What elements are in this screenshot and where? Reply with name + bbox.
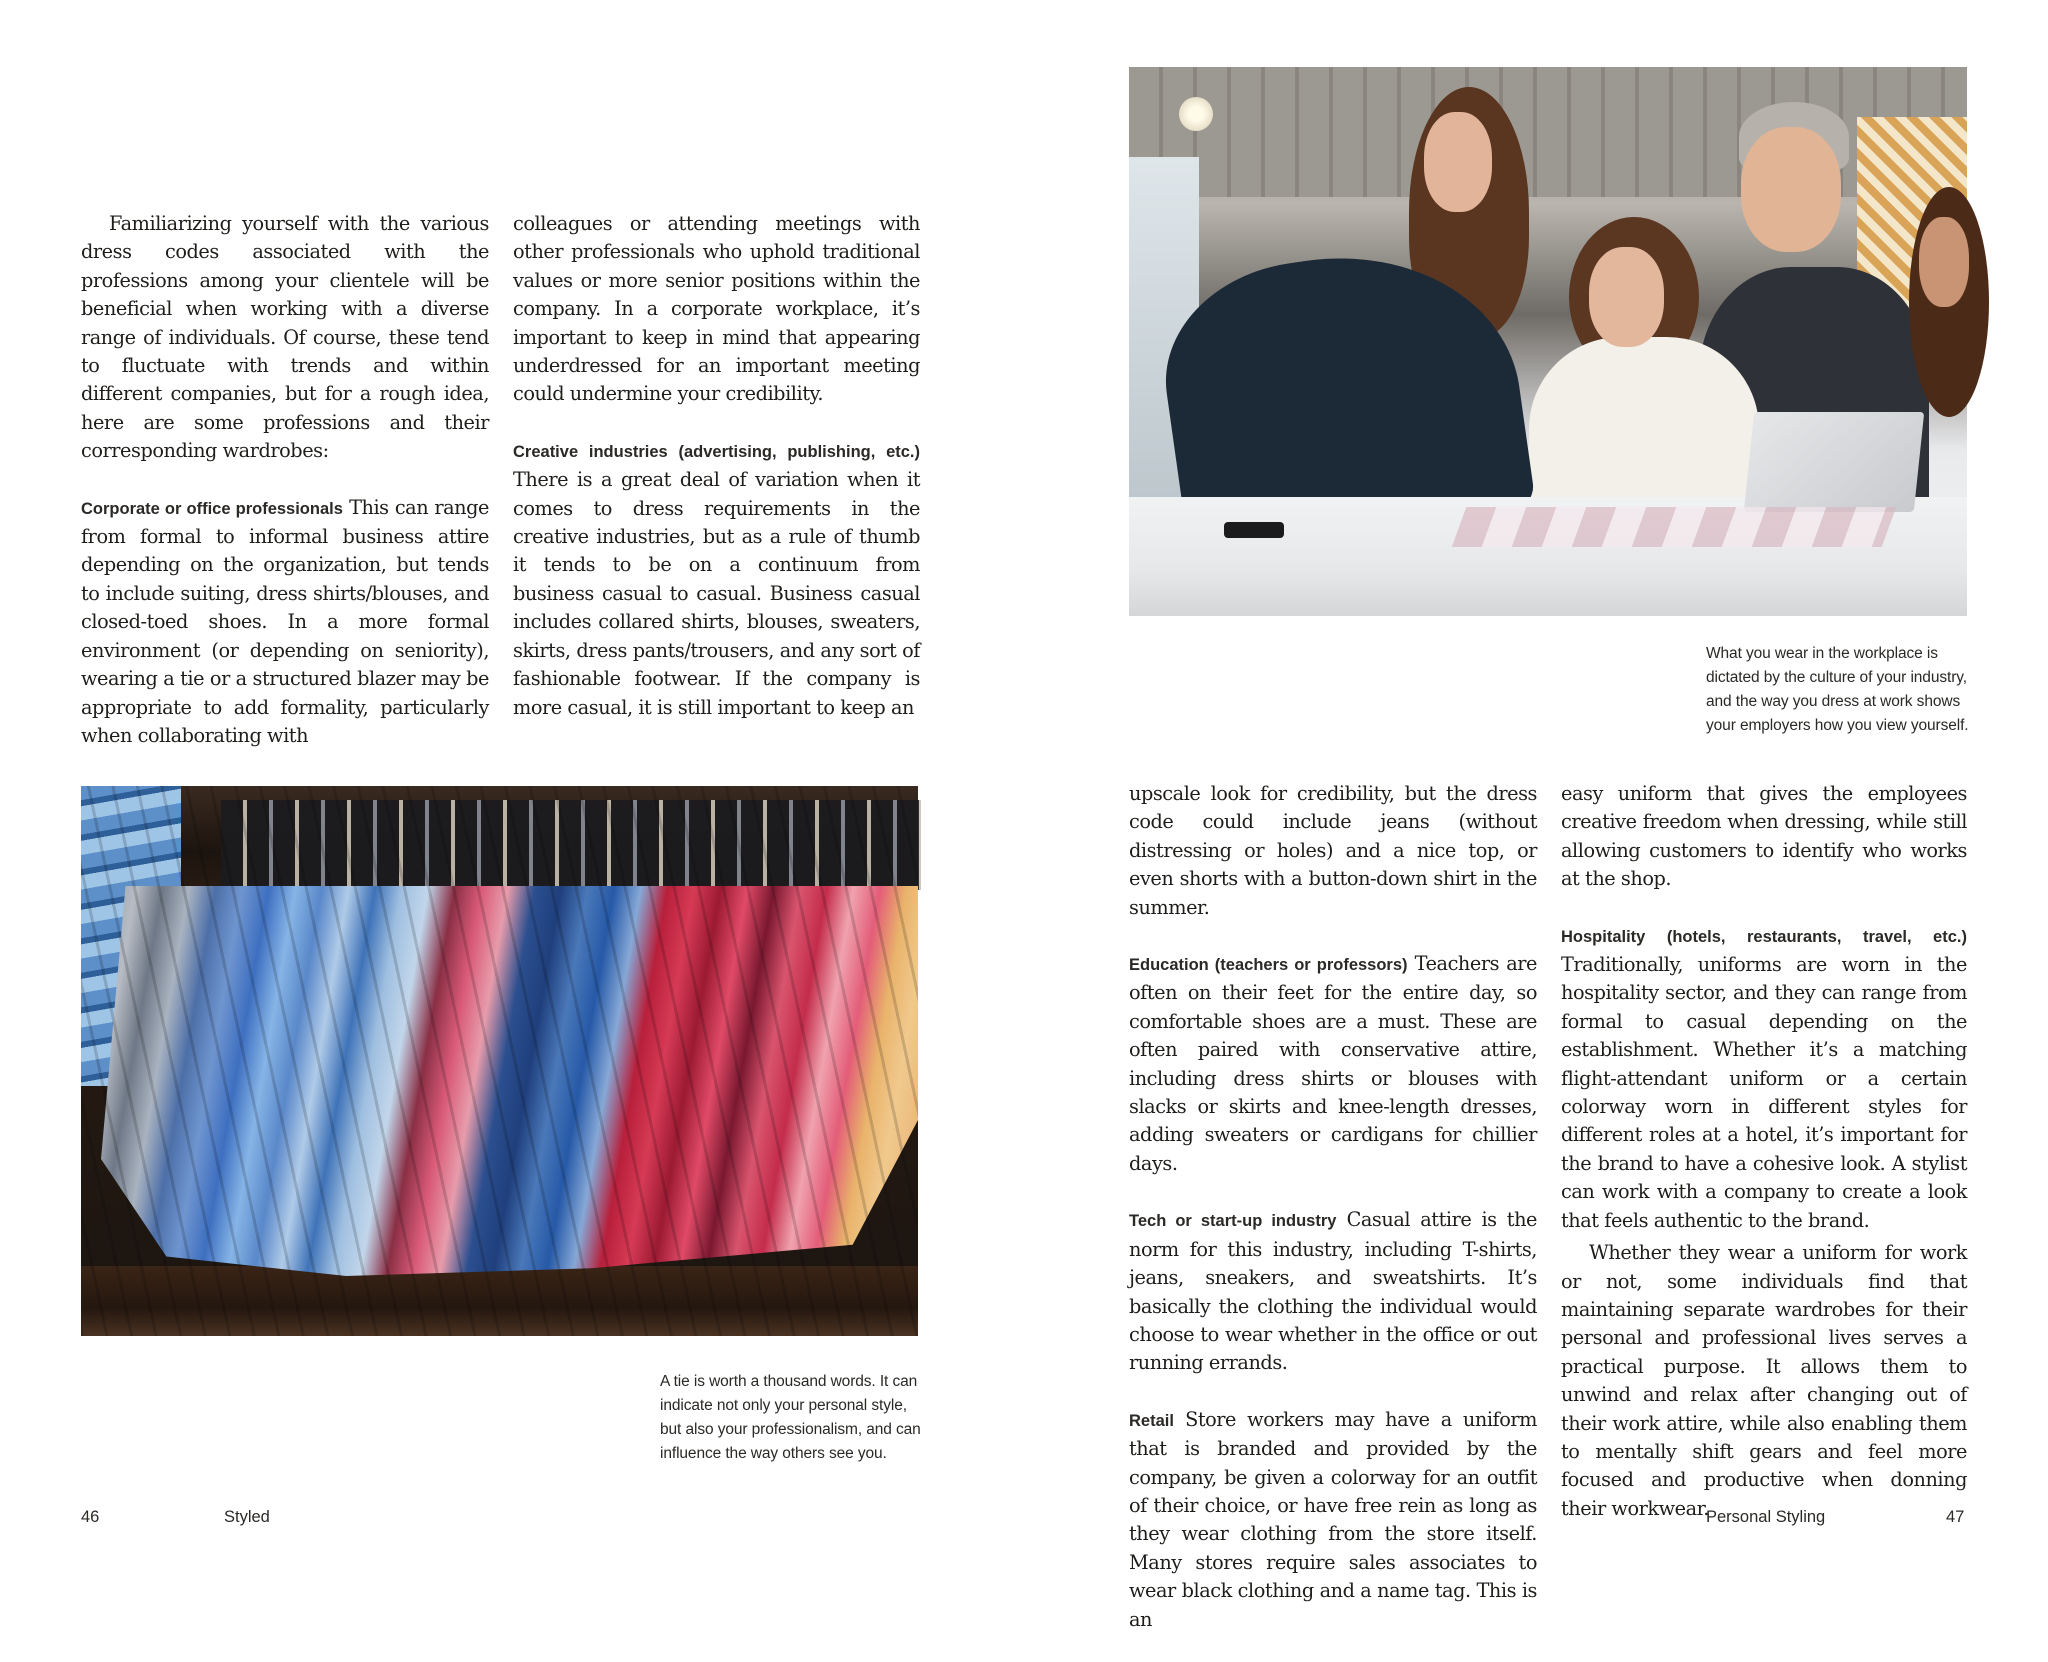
corporate-continued: colleagues or attending meetings with other professionals who uphold traditional values or more senior positions within the company. In a corporate workplace, it’s important to keep in mind that appearing underdressed for an important meeting could undermine your credibility. bbox=[513, 212, 920, 406]
office-photo bbox=[1129, 67, 1967, 616]
office-photo-man-face bbox=[1741, 127, 1841, 252]
education-text: Teachers are often on their feet for the entire day, so comfortable shoes are a must. These are often paired with conservative attire, including dress shirts or blouses with slacks or skirts and knee-length dresses, adding sweaters or cardigans for chillier days. bbox=[1129, 952, 1537, 1175]
office-photo-phone bbox=[1224, 522, 1284, 538]
retail-heading: Retail bbox=[1129, 1411, 1174, 1430]
ties-caption-text: A tie is worth a thousand words. It can indicate not only your personal style, but also your professionalism, and can influence the way others see you. bbox=[660, 1373, 921, 1462]
left-page bbox=[0, 0, 1024, 1570]
corporate-section bbox=[81, 494, 489, 751]
right-column-2 bbox=[1561, 780, 1967, 1551]
ties-photo-caption bbox=[660, 1370, 930, 1466]
running-head-left: Styled bbox=[224, 1508, 270, 1526]
office-photo-caption bbox=[1706, 642, 1976, 738]
intro-paragraph: Familiarizing yourself with the various dress codes associated with the professions among your clientele will be beneficial when working with a diverse range of individuals. Of course, these tend to fluctuate with trends and within different companies, but for a rough idea, here are some professions and their corresponding wardrobes: bbox=[81, 212, 489, 463]
retail-continued: easy uniform that gives the employees creative freedom when dressing, while still allowing customers to identify who works at the shop. bbox=[1561, 782, 1967, 891]
retail-text: Store workers may have a uniform that is branded and provided by the company, be given a colorway for an outfit of their choice, or have free rein as long as they wear clothing from the store itself. Many stores require sales associates to wear black clothing and a name tag. This is an bbox=[1129, 1407, 1537, 1631]
office-caption-text: What you wear in the workplace is dictated by the culture of your industry, and the way you dress at work shows your employers how you view yourself. bbox=[1706, 645, 1969, 734]
left-column-1 bbox=[81, 210, 489, 778]
creative-heading: Creative industries (advertising, publishing, etc.) bbox=[513, 442, 920, 461]
office-photo-lamp bbox=[1179, 97, 1213, 131]
hospitality-text: Traditionally, uniforms are worn in the hospitality sector, and they can range from formal to casual depending on the establishment. Whether it’s a matching flight-attendant uniform or a certain colorway worn in different styles for different roles at a hotel, it’s important for the brand to have a cohesive look. A stylist can work with a company to create a look that feels authentic to the brand. bbox=[1561, 953, 1967, 1232]
corporate-text: This can range from formal to informal business attire depending on the organization, but tends to include suiting, dress shirts/blouses, and closed-toed shoes. In a more formal environment (or depending on seniority), wearing a tie or a structured blazer may be appropriate to add formality, particularly when collaborating with bbox=[81, 495, 489, 747]
hospitality-heading: Hospitality (hotels, restaurants, travel, etc.) bbox=[1561, 927, 1967, 946]
right-column-1 bbox=[1129, 780, 1537, 1662]
tech-text: Casual attire is the norm for this industry, including T-shirts, jeans, sneakers, and sweatshirts. It’s basically the clothing the individual would choose to wear whether in the office or out running errands. bbox=[1129, 1208, 1537, 1375]
office-photo-woman-right-face bbox=[1919, 217, 1969, 307]
education-section bbox=[1129, 950, 1537, 1178]
left-column-2 bbox=[513, 210, 920, 750]
creative-section bbox=[513, 437, 920, 722]
office-photo-woman-standing-face bbox=[1424, 112, 1492, 212]
page-number-right: 47 bbox=[1946, 1508, 1965, 1526]
ties-photo bbox=[81, 786, 918, 1336]
hospitality-section bbox=[1561, 922, 1967, 1235]
creative-continued: upscale look for credibility, but the dress code could include jeans (without distressing or holes) and a nice top, or even shorts with a button-down shirt in the summer. bbox=[1129, 782, 1537, 919]
corporate-heading: Corporate or office professionals bbox=[81, 499, 343, 518]
tech-section bbox=[1129, 1206, 1537, 1377]
office-photo-laptop bbox=[1744, 412, 1925, 512]
tech-heading: Tech or start-up industry bbox=[1129, 1212, 1337, 1231]
retail-section bbox=[1129, 1406, 1537, 1634]
creative-text: There is a great deal of variation when it comes to dress requirements in the creative industries, but as a rule of thumb it tends to be on a continuum from business casual to casual. Business casual includes collared shirts, blouses, sweaters, skirts, dress pants/trousers, and any sort of fashionable footwear. If the company is more casual, it is still important to keep an bbox=[513, 468, 920, 719]
page-number-left: 46 bbox=[81, 1508, 100, 1526]
running-head-right: Personal Styling bbox=[1706, 1508, 1826, 1526]
ties-photo-shading bbox=[81, 786, 918, 1336]
office-photo-papers bbox=[1452, 507, 1897, 547]
right-page bbox=[1024, 0, 2048, 1631]
education-heading: Education (teachers or professors) bbox=[1129, 956, 1408, 975]
closing-paragraph: Whether they wear a uniform for work or not, some individuals find that maintaining separate wardrobes for their personal and professional lives serves a practical purpose. It allows them to unwind and relax after changing out of their work attire, while also enabling them to mentally shift gears and feel more focused and productive when donning their workwear. bbox=[1561, 1241, 1967, 1520]
office-photo-woman-seated-face bbox=[1589, 247, 1664, 347]
